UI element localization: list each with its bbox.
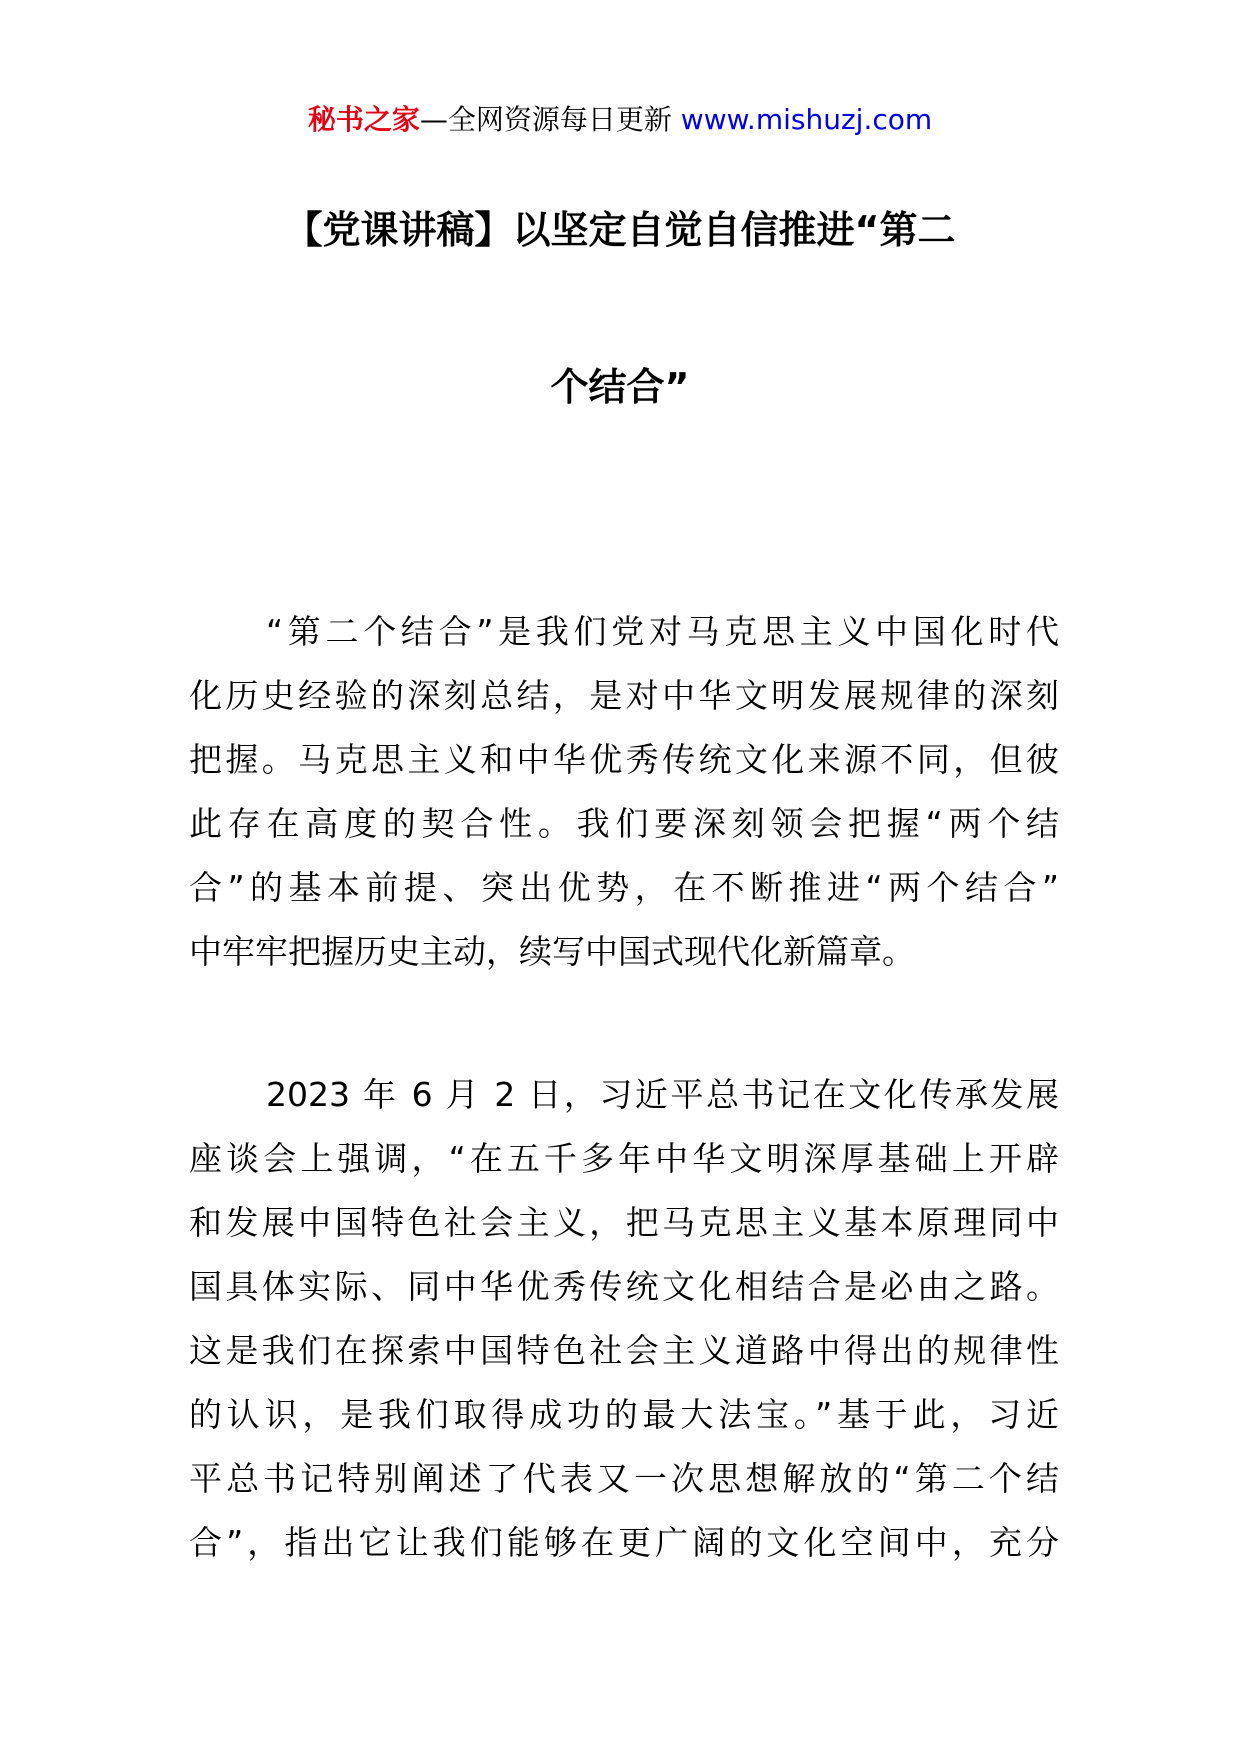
document-title-line-2: 个结合”: [550, 365, 690, 409]
paragraph-line: 合”，指出它让我们能够在更广阔的文化空间中，充分: [189, 1523, 1059, 1562]
paragraph-2: [189, 1063, 1059, 1575]
paragraph-line: 这是我们在探索中国特色社会主义道路中得出的规律性: [189, 1331, 1059, 1370]
site-brand: 秘书之家: [307, 103, 420, 136]
paragraph-line: 合”的基本前提、突出优势，在不断推进“两个结合”: [189, 868, 1059, 907]
paragraph-line: 座谈会上强调，“在五千多年中华文明深厚基础上开辟: [189, 1139, 1059, 1178]
paragraph-line: 国具体实际、同中华优秀传统文化相结合是必由之路。: [189, 1267, 1059, 1306]
paragraph-line: 的认识，是我们取得成功的最大法宝。”基于此，习近: [189, 1395, 1059, 1434]
paragraph-line: 平总书记特别阐述了代表又一次思想解放的“第二个结: [189, 1459, 1059, 1498]
paragraph-line: 把握。马克思主义和中华优秀传统文化来源不同，但彼: [189, 740, 1059, 779]
paragraph-line: “第二个结合”是我们党对马克思主义中国化时代: [266, 612, 1059, 651]
paragraph-line: 此存在高度的契合性。我们要深刻领会把握“两个结: [189, 804, 1059, 843]
site-url-link[interactable]: www.mishuzj.com: [680, 103, 933, 136]
paragraph-line: 化历史经验的深刻总结，是对中华文明发展规律的深刻: [189, 676, 1059, 715]
paragraph-1: [189, 600, 1059, 984]
document-title-line-1: 【党课讲稿】以坚定自觉自信推进“第二: [284, 208, 956, 252]
site-slogan: —全网资源每日更新: [419, 103, 672, 136]
paragraph-line: 和发展中国特色社会主义，把马克思主义基本原理同中: [189, 1203, 1059, 1242]
paragraph-line: 2023 年 6 月 2 日，习近平总书记在文化传承发展: [266, 1075, 1059, 1114]
site-header: [0, 100, 1240, 140]
paragraph-line: 中牢牢把握历史主动，续写中国式现代化新篇章。: [189, 932, 915, 971]
